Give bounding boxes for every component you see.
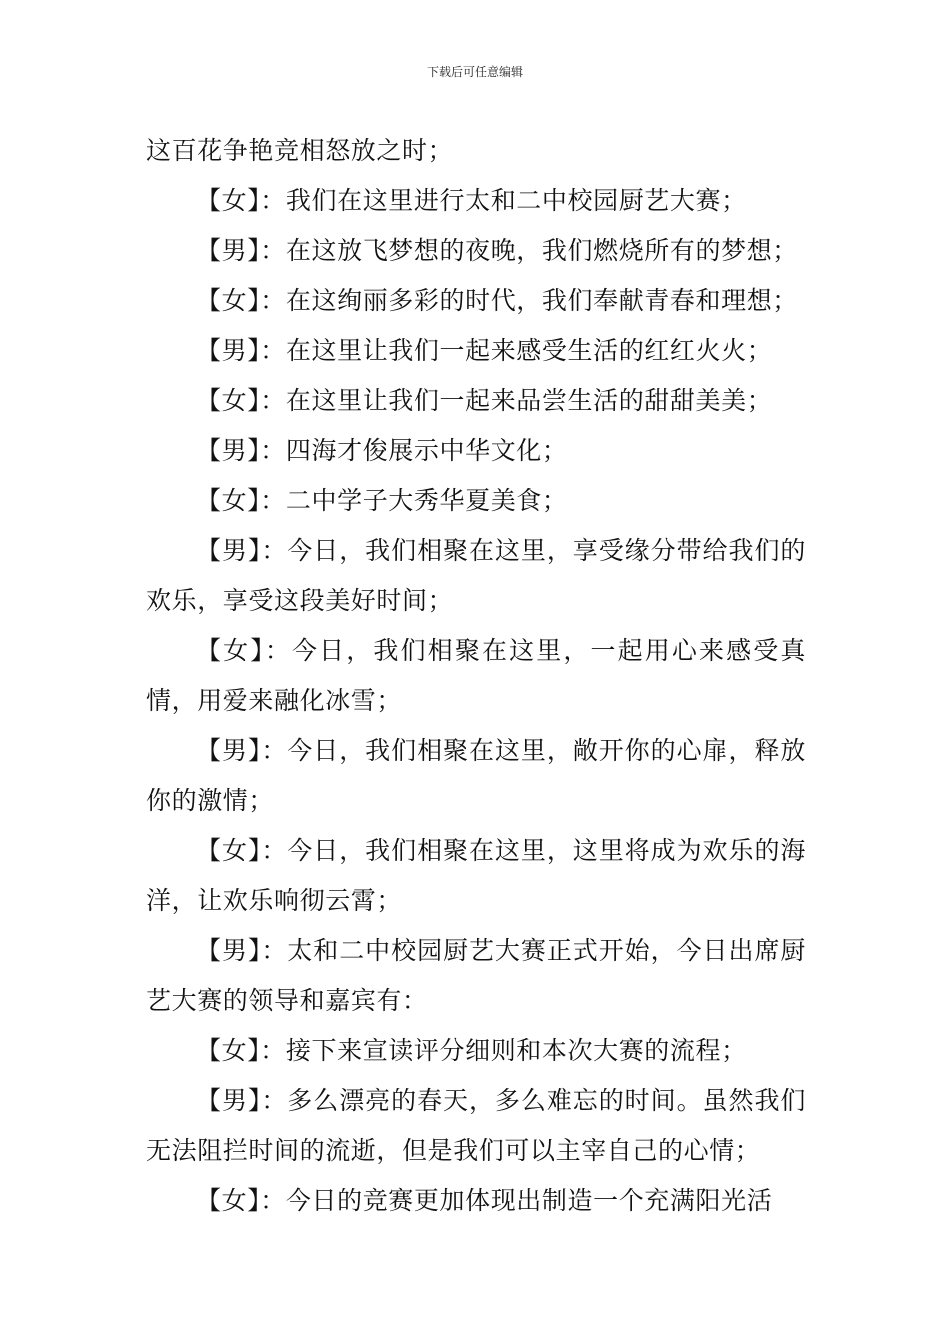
paragraph: 【女】：今日，我们相聚在这里，这里将成为欢乐的海洋，让欢乐响彻云霄； [146,836,806,915]
paragraph: 【男】：在这放飞梦想的夜晚，我们燃烧所有的梦想； [196,236,798,265]
paragraph: 【女】：在这里让我们一起来品尝生活的甜甜美美； [196,386,773,415]
paragraph: 【男】：今日，我们相聚在这里，敞开你的心扉，释放你的激情； [146,736,806,815]
paragraph: 【女】：二中学子大秀华夏美食； [196,486,568,515]
page-header: 下载后可任意编辑 [426,65,523,79]
paragraph: 【女】：在这绚丽多彩的时代，我们奉献青春和理想； [196,286,798,315]
paragraph: 这百花争艳竞相怒放之时； [146,136,454,165]
paragraph: 【男】：多么漂亮的春天，多么难忘的时间。虽然我们无法阻拦时间的流逝，但是我们可以主宰自己的心情； [146,1086,806,1165]
paragraph: 【女】：我们在这里进行太和二中校园厨艺大赛； [196,186,747,215]
paragraph: 【男】：四海才俊展示中华文化； [196,436,568,465]
paragraph: 【女】：今日，我们相聚在这里，一起用心来感受真情，用爱来融化冰雪； [146,636,806,715]
paragraph: 【男】：太和二中校园厨艺大赛正式开始，今日出席厨艺大赛的领导和嘉宾有： [146,936,806,1015]
paragraph: 【女】：接下来宣读评分细则和本次大赛的流程； [196,1036,747,1065]
document-body [146,126,806,1226]
paragraph: 【男】：今日，我们相聚在这里，享受缘分带给我们的欢乐，享受这段美好时间； [146,536,806,615]
paragraph: 【女】：今日的竞赛更加体现出制造一个充满阳光活 [196,1186,773,1215]
paragraph: 【男】：在这里让我们一起来感受生活的红红火火； [196,336,773,365]
